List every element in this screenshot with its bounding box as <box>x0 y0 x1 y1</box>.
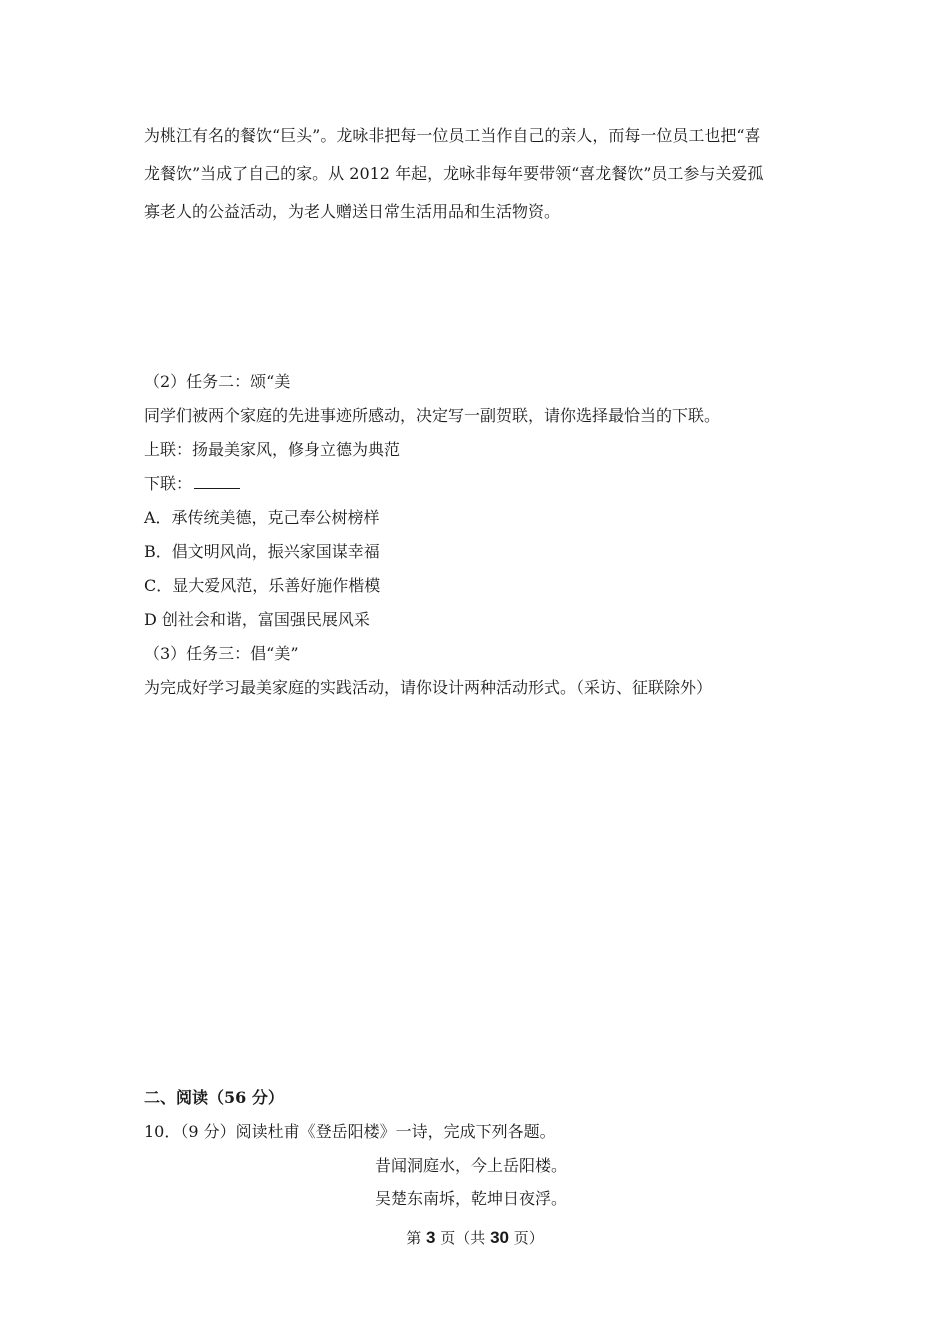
option-b: B．倡文明风尚，振兴家国谋幸福 <box>144 542 380 561</box>
page-footer <box>0 1228 950 1248</box>
task2-heading: （2）任务二：颂“美 <box>144 372 291 391</box>
couplet-lower <box>144 474 240 494</box>
option-c: C．显大爱风范，乐善好施作楷模 <box>144 576 381 595</box>
footer-total-pages: 30 <box>490 1228 509 1247</box>
footer-suffix: 页） <box>513 1229 544 1247</box>
option-d: D 创社会和谐，富国强民展风采 <box>144 610 370 629</box>
couplet-lower-label: 下联： <box>144 474 193 493</box>
poem-line-1: 昔闻洞庭水，今上岳阳楼。 <box>375 1156 568 1175</box>
section-heading: 二、阅读（56 分） <box>144 1088 284 1107</box>
footer-prefix: 第 <box>406 1229 422 1247</box>
intro-line-3: 寡老人的公益活动，为老人赠送日常生活用品和生活物资。 <box>144 202 561 221</box>
couplet-upper: 上联：扬最美家风，修身立德为典范 <box>144 440 401 459</box>
question-10: 10．（9 分）阅读杜甫《登岳阳楼》一诗，完成下列各题。 <box>144 1122 556 1141</box>
footer-middle: 页（共 <box>440 1229 486 1247</box>
task3-prompt: 为完成好学习最美家庭的实践活动，请你设计两种活动形式。（采访、征联除外） <box>144 678 713 697</box>
answer-blank <box>194 474 240 489</box>
poem-line-2: 吴楚东南坼，乾坤日夜浮。 <box>375 1189 568 1208</box>
footer-page-number: 3 <box>426 1228 436 1247</box>
task3-heading: （3）任务三：倡“美” <box>144 644 299 663</box>
intro-line-2: 龙餐饮”当成了自己的家。从 2012 年起，龙咏非每年要带领“喜龙餐饮”员工参与关爱孤 <box>144 164 764 183</box>
option-a: A．承传统美德，克己奉公树榜样 <box>144 508 380 527</box>
intro-line-1: 为桃江有名的餐饮“巨头”。龙咏非把每一位员工当作自己的亲人，而每一位员工也把“喜 <box>144 126 761 145</box>
task2-prompt: 同学们被两个家庭的先进事迹所感动，决定写一副贺联，请你选择最恰当的下联。 <box>144 406 721 425</box>
